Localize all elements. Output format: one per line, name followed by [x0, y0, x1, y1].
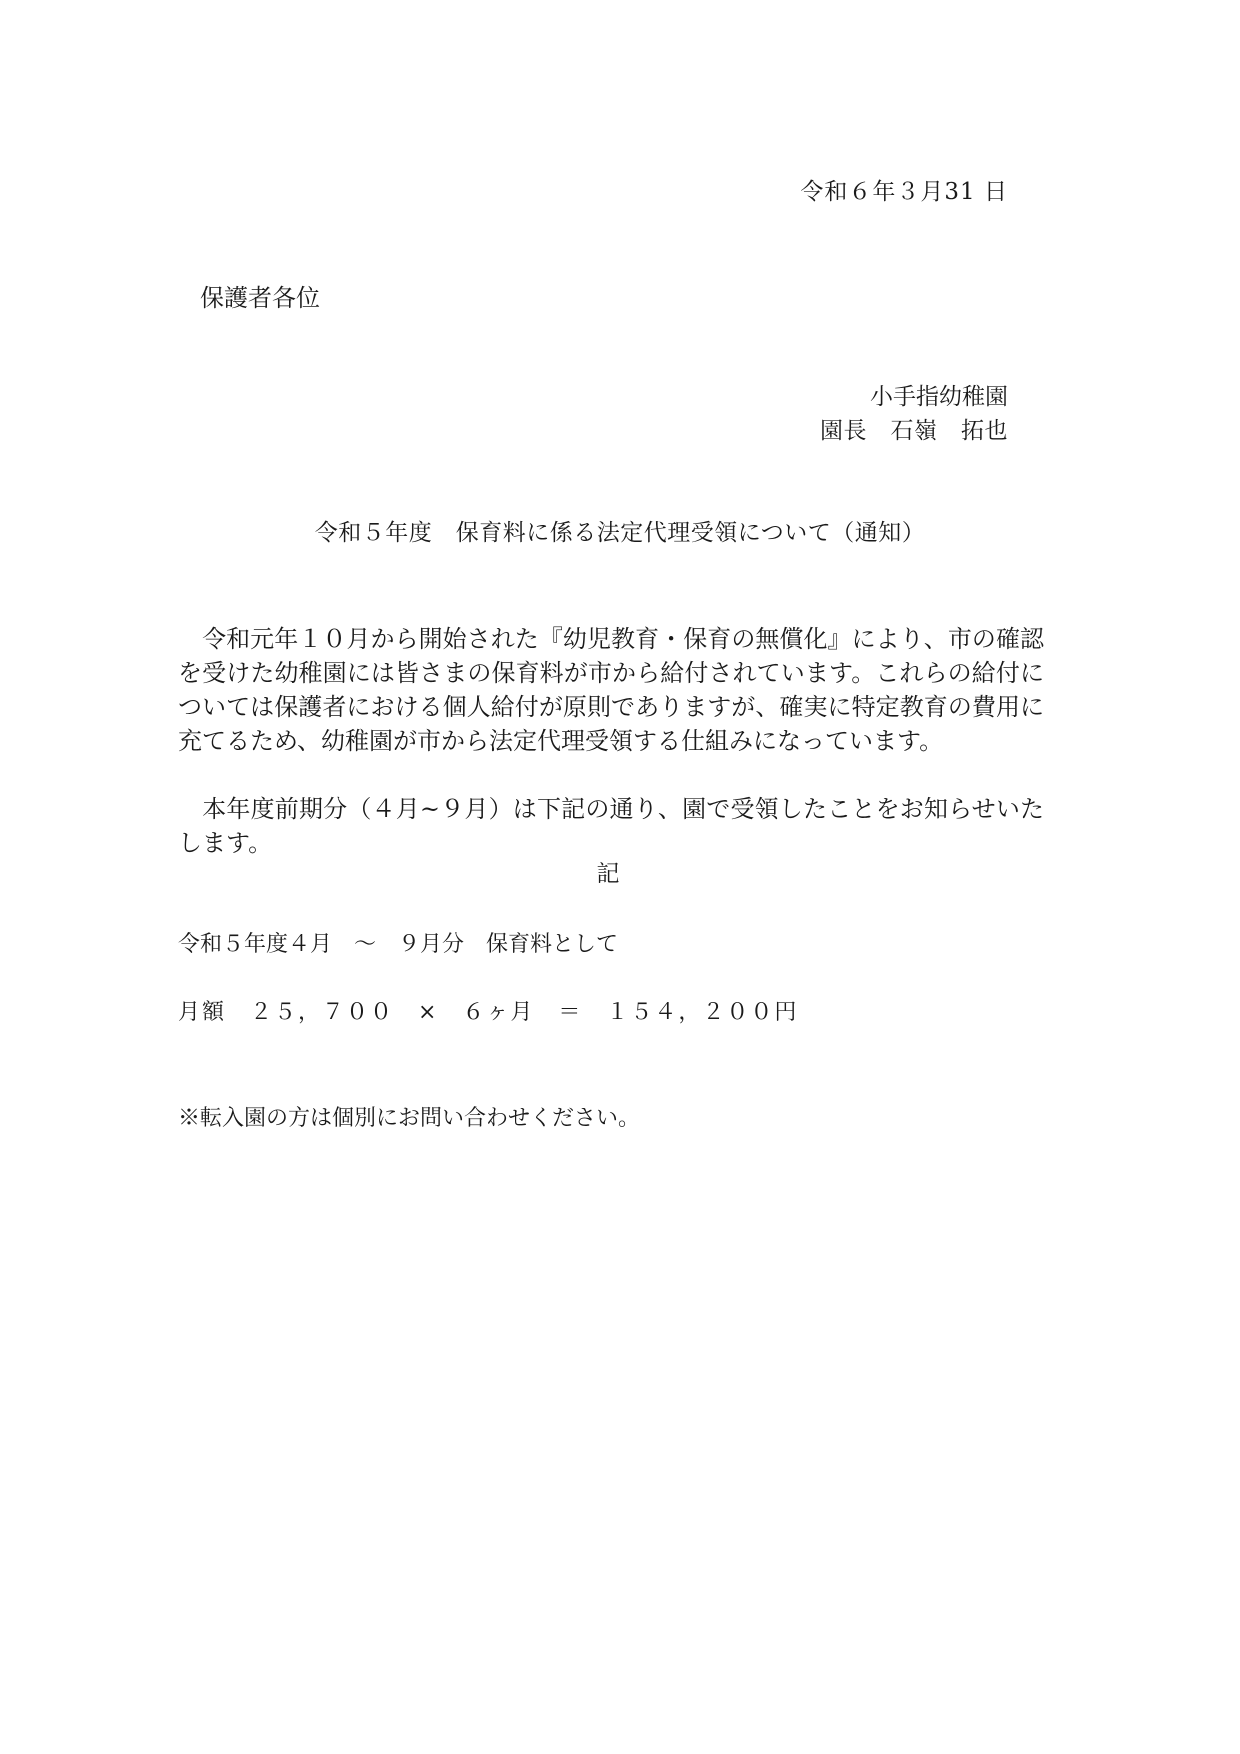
body-paragraph-2-text: 本年度前期分（４月~９月）は下記の通り、園で受領したことをお知らせいたします。: [178, 795, 1045, 857]
ki-heading: 記: [596, 861, 620, 887]
fee-amount: 月額 ２５，７００ × ６ヶ月 ＝ １５４，２００円: [178, 1000, 799, 1025]
body-paragraph-1: [178, 622, 1044, 758]
notice-title: 令和５年度 保育料に係る法定代理受領について（通知）: [314, 520, 926, 546]
addressee: 保護者各位: [200, 284, 320, 312]
sender-organization: 小手指幼稚園: [870, 384, 1008, 410]
body-paragraph-1-text: 令和元年１０月から開始された『幼児教育・保育の無償化』により、市の確認を受けた幼稚園には皆さまの保育料が市から給付されています。これらの給付については保護者における個人給付が原則でありますが、確実に特定教育の費用に充てるため、幼稚園が市から法定代理受領する仕組みになっています。: [178, 625, 1045, 755]
transfer-note: ※転入園の方は個別にお問い合わせください。: [178, 1106, 641, 1131]
notice-date: 令和６年３月31 日: [800, 179, 1008, 205]
body-paragraph-2: [178, 792, 1044, 860]
sender-principal: 園長 石嶺 拓也: [820, 418, 1008, 444]
fee-period: 令和５年度４月 ～ ９月分 保育料として: [178, 932, 619, 957]
